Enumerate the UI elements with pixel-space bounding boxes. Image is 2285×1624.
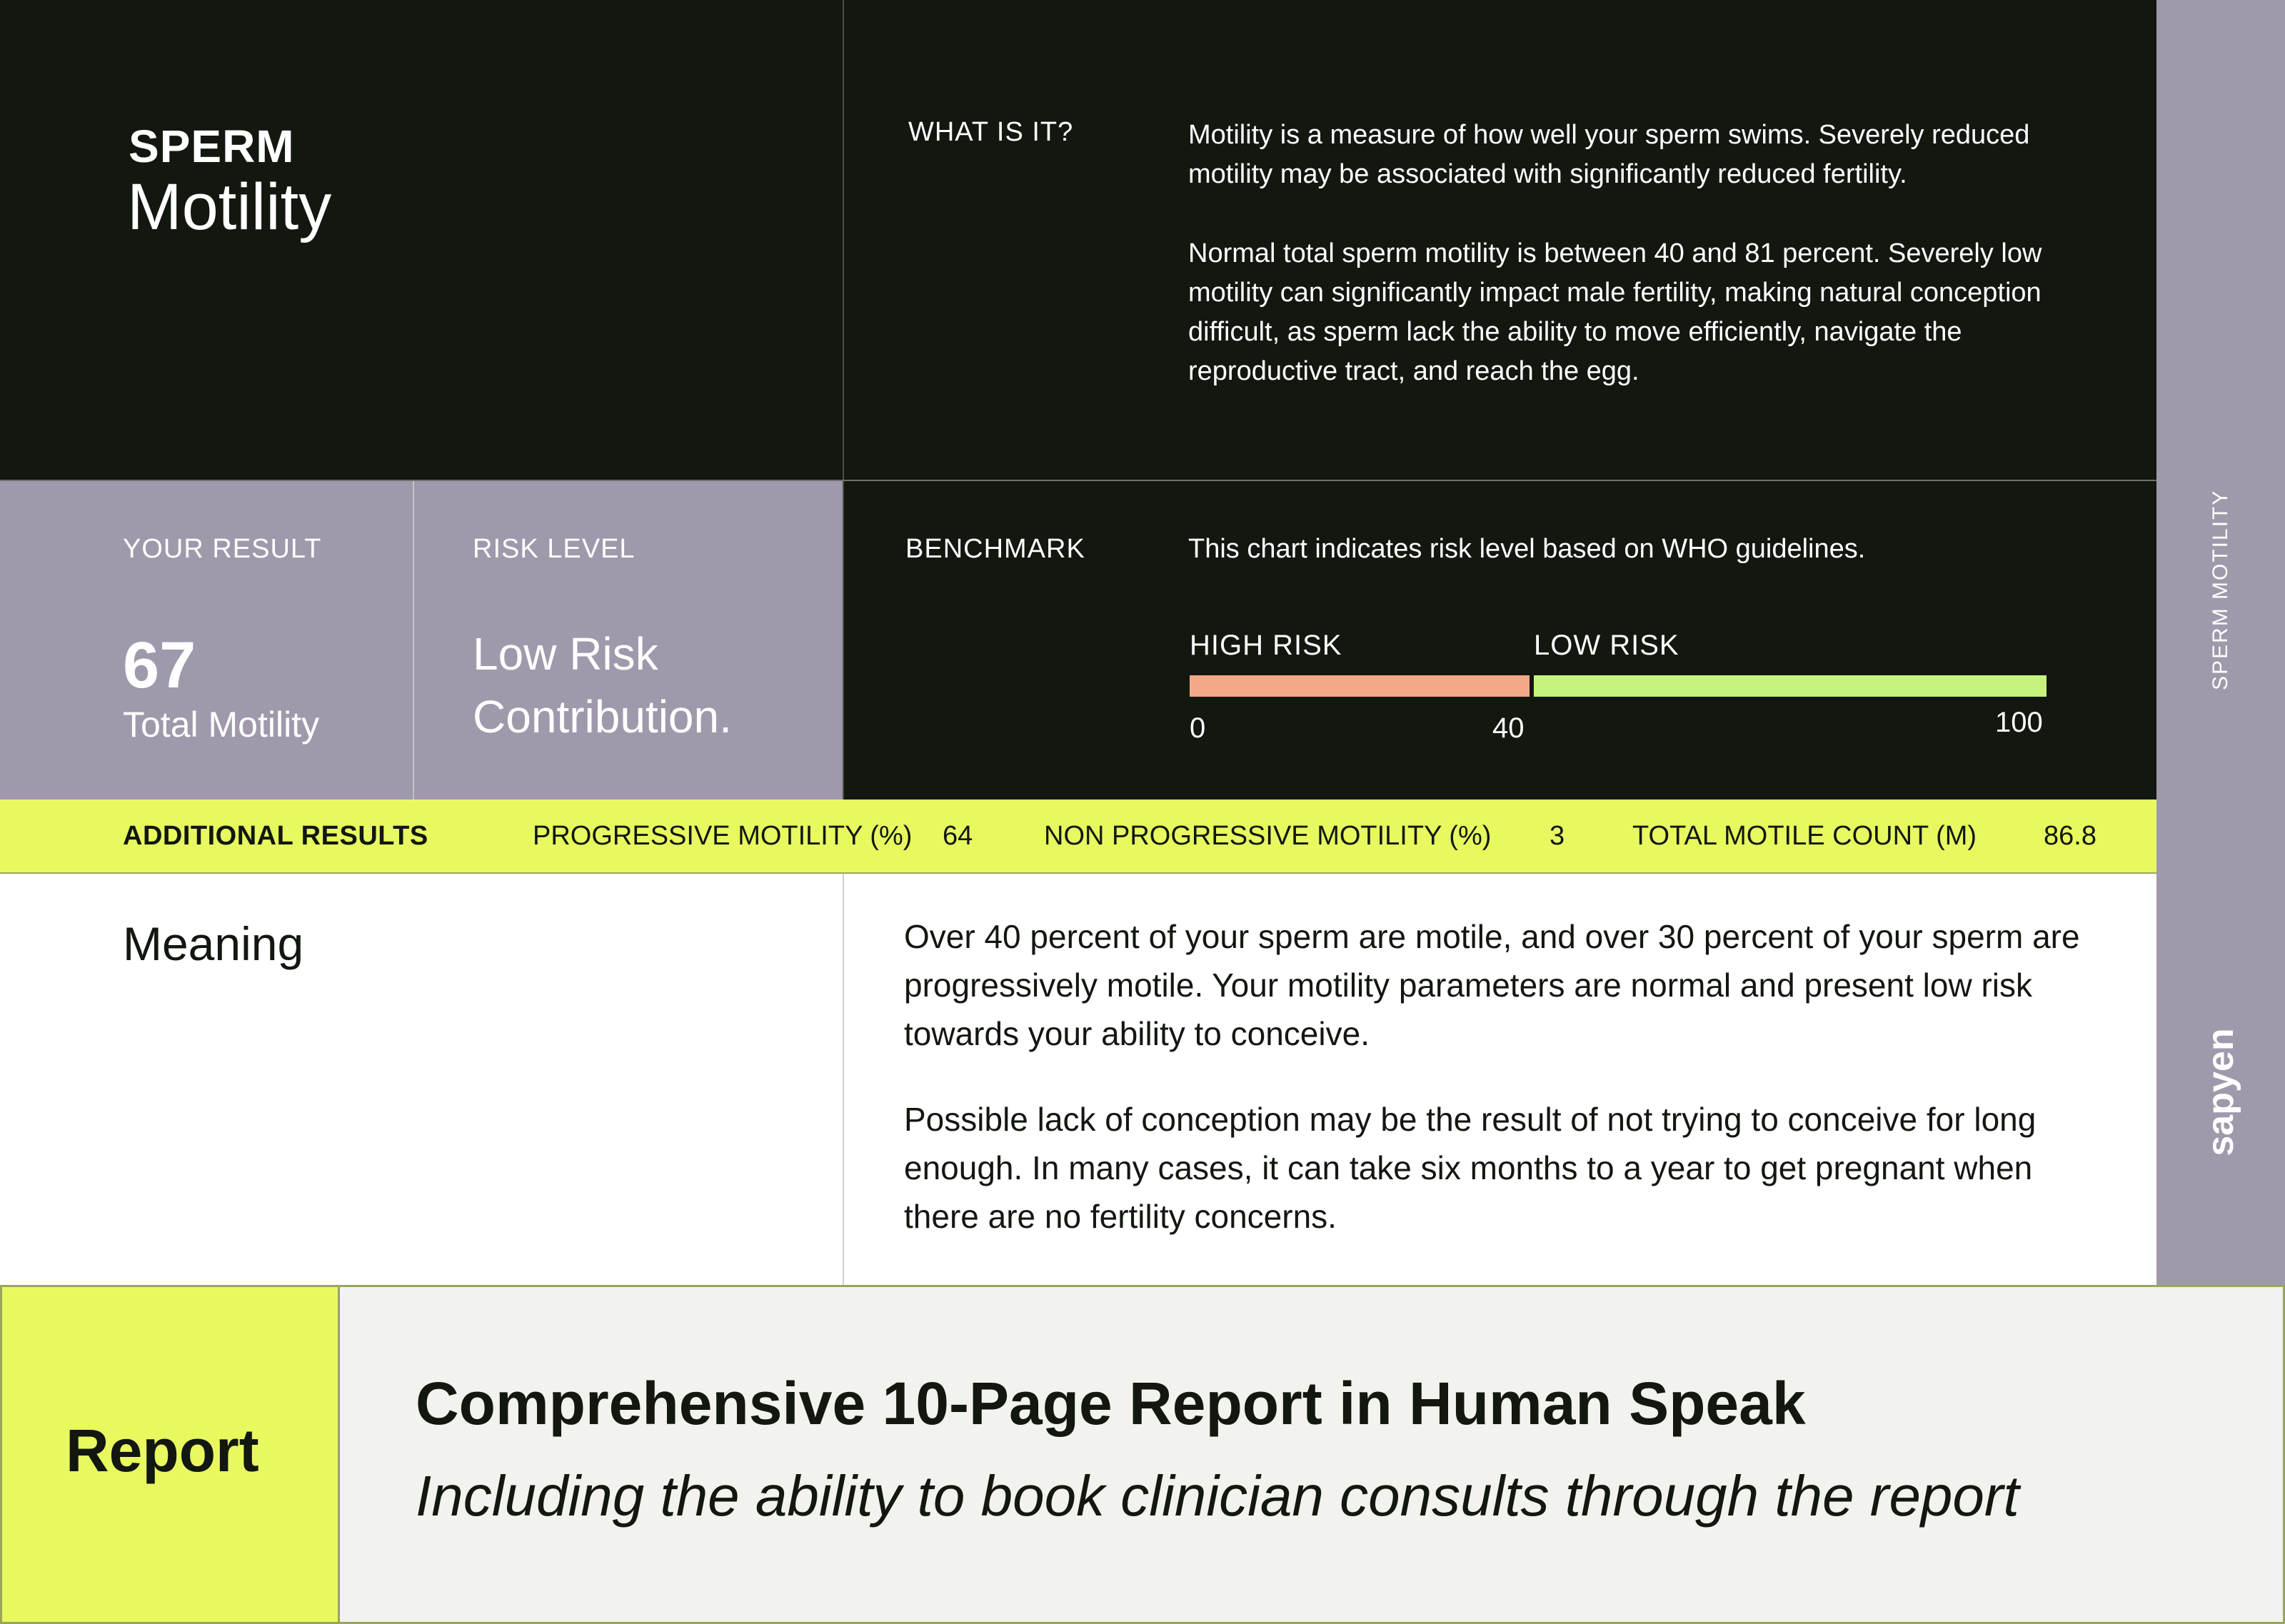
- your-result-value: 67: [123, 629, 196, 702]
- page-title: Motility: [127, 171, 332, 243]
- non-progressive-motility-value: 3: [1550, 821, 1565, 851]
- progressive-motility-label: PROGRESSIVE MOTILITY (%): [533, 821, 913, 851]
- what-is-it-paragraph: Motility is a measure of how well your sperm swims. Severely reduced motility may be associated with significantly reduced fertility.: [1188, 120, 2030, 189]
- meaning-text: [904, 912, 2111, 1241]
- report-banner: [340, 1285, 2285, 1624]
- what-is-it-label: WHAT IS IT?: [908, 117, 1074, 147]
- benchmark-panel: [843, 481, 2156, 800]
- what-is-it-paragraph: Normal total sperm motility is between 40 and 81 percent. Severely low motility can significantly impact male fertility, making natural conception difficult, as sperm lack the ability to move efficiently, navigate the reproductive tract, and reach the egg.: [1188, 238, 2042, 386]
- header-title-panel: [0, 0, 843, 480]
- total-motile-count-label: TOTAL MOTILE COUNT (M): [1632, 821, 1977, 851]
- meaning-title: Meaning: [123, 917, 304, 970]
- report-title: Comprehensive 10-Page Report in Human Speak: [416, 1370, 1806, 1437]
- your-result-panel: [0, 481, 413, 800]
- benchmark-tick-0: 0: [1190, 712, 1206, 744]
- risk-level-label: RISK LEVEL: [473, 534, 636, 564]
- progressive-motility-value: 64: [943, 821, 973, 851]
- high-risk-bar: [1190, 675, 1530, 697]
- benchmark-tick-40: 40: [1492, 712, 1525, 744]
- additional-results-heading: ADDITIONAL RESULTS: [123, 821, 428, 851]
- non-progressive-motility-label: NON PROGRESSIVE MOTILITY (%): [1044, 821, 1492, 851]
- total-motile-count-value: 86.8: [2044, 821, 2096, 851]
- your-result-unit: Total Motility: [123, 705, 320, 745]
- low-risk-label: LOW RISK: [1534, 630, 1679, 661]
- high-risk-label: HIGH RISK: [1190, 630, 1342, 661]
- report-subtitle: Including the ability to book clinician consults through the report: [416, 1464, 2019, 1528]
- benchmark-tick-100: 100: [1995, 707, 2043, 738]
- benchmark-label: BENCHMARK: [905, 534, 1085, 564]
- brand-logo: sapyen: [2200, 1028, 2241, 1156]
- benchmark-description: This chart indicates risk level based on WHO guidelines.: [1188, 534, 1866, 564]
- side-section-label: SPERM MOTILITY: [2209, 489, 2232, 690]
- title-kicker: SPERM: [129, 121, 295, 172]
- report-label: Report: [66, 1417, 259, 1484]
- risk-level-value: Low Risk Contribution.: [473, 628, 732, 742]
- meaning-paragraph: Over 40 percent of your sperm are motile, and over 30 percent of your sperm are progressively motile. Your motility parameters are normal and present low risk towards your ability to conceive.: [904, 918, 2080, 1052]
- your-result-label: YOUR RESULT: [123, 534, 322, 564]
- what-is-it-text: [1188, 116, 2102, 391]
- low-risk-bar: [1534, 675, 2047, 697]
- meaning-paragraph: Possible lack of conception may be the result of not trying to conceive for long enough. In many cases, it can take six months to a year to get pregnant when there are no fertility concerns.: [904, 1101, 2037, 1235]
